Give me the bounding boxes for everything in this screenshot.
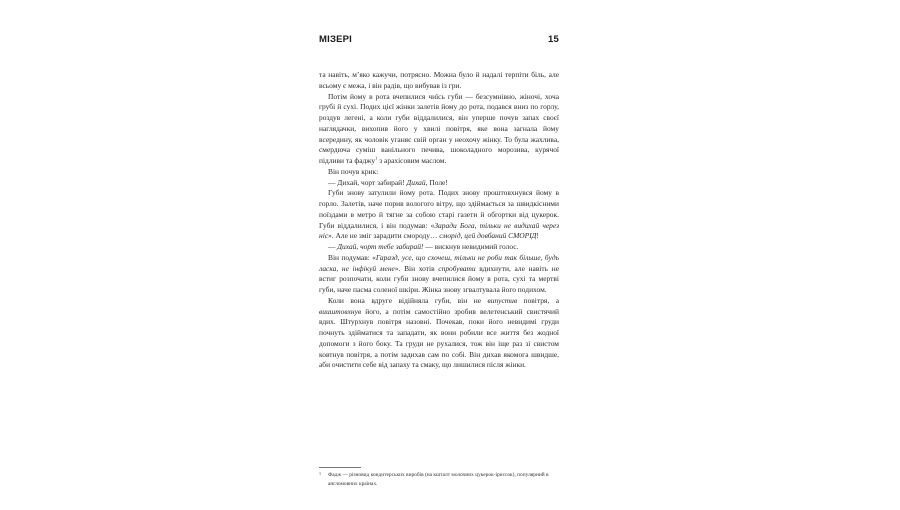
footnote-mark: 1 bbox=[319, 471, 321, 476]
paragraph-4 bbox=[319, 178, 559, 189]
dialogue-1-emphasis: Дихай bbox=[406, 177, 426, 187]
paragraph-5-thought: Заради Бога, тільки не видихай через ніс bbox=[319, 220, 559, 241]
dialogue-1c: , Поле! bbox=[425, 177, 448, 187]
paragraph-8-emphasis-1: випустив bbox=[487, 295, 518, 305]
paragraph-2-tail: з арахісовим маслом. bbox=[377, 156, 447, 165]
footnote-text: Фадж — різновид кондитерських виробів (на кшталт молочних цукерок-іриссок), популярний в англомовних країнах. bbox=[328, 472, 549, 487]
paragraph-3-text: Він почув крик: bbox=[328, 166, 379, 176]
footnote bbox=[319, 471, 557, 488]
paragraph-7c: ». Він хотів bbox=[394, 263, 439, 273]
body-text bbox=[319, 70, 559, 371]
running-title: МІЗЕРІ bbox=[319, 34, 353, 45]
paragraph-8 bbox=[319, 296, 559, 371]
page-number: 15 bbox=[548, 34, 559, 45]
paragraph-1 bbox=[319, 70, 559, 92]
paragraph-7 bbox=[319, 253, 559, 296]
paragraph-1-text: та навіть, м’яко кажучи, потрясно. Можна було й надалі терпіти біль, але всьому є межа, і він радів, що вибував із гри. bbox=[319, 70, 559, 90]
footnote-rule bbox=[319, 467, 361, 468]
paragraph-8-emphasis-2: вииштовхнув bbox=[319, 306, 362, 316]
paragraph-7e: вдихнути, але навіть не встиг розпочати, коли губи знову вчепилися йому в рота, сухі та мертві губи, наче пасма соленої шкіри. Жінка знову згвалтувала його подихом. bbox=[319, 263, 559, 294]
paragraph-6c: — вискнув невидимий голос. bbox=[423, 242, 519, 251]
paragraph-5 bbox=[319, 188, 559, 242]
paragraph-5a: Губи знову затулили йому рота. Подих знову проштовхнувся йому в горло. Залетів, наче порив вологого вітру, що здіймається за швидкісними поїздами в метро й тягне за собою старі газети й обгортки від цукерок. Губи віддалилися, і він подумав: « bbox=[319, 188, 559, 230]
paragraph-8a: Коли вона вдруге відійняла губи, він не bbox=[328, 295, 488, 305]
dialogue-1a: — Дихай, чорт забирай! bbox=[328, 177, 407, 187]
paragraph-5c: ». Але не зміг зарадити смороду… bbox=[328, 231, 440, 241]
paragraph-5-emphasis: сморід, цей довбаний СМОРІД bbox=[439, 231, 537, 241]
paragraph-6a: — bbox=[328, 242, 338, 251]
dialogue-2-emphasis: Дихай, чорт тебе забирай! bbox=[337, 242, 424, 251]
paragraph-7a: Він подумав: « bbox=[328, 252, 376, 262]
paragraph-2-text: Потім йому в рота вчепилися чиїсь губи — безсумнівно, жіночі, хоча грубі й сухі. Подих цієї жінки залетів йому до рота, подався вниз по горлу, роздув легені, а коли губи віддалилися, він уперше почув запах своєї наглядачки, вихопив його у хвилі повітря, яке вона загнала йому всередину, як чоловік уганяє свій орган у неохочу жінку. То була жахлива, смердюча суміш ванільного печива, шоколадного морозива, курячої підливи та фаджу bbox=[319, 91, 559, 165]
book-page bbox=[317, 30, 563, 500]
paragraph-3 bbox=[319, 167, 559, 178]
paragraph-7-emphasis: спробувати bbox=[438, 263, 476, 273]
paragraph-8e: його, а потім самостійно зробив велетенський свистячий вдих. Штурхнув повітря назовні. Почекав, поки його невидимі груди почнуть здійматися та западати, як вони робили все життя без жодної допомоги з його боку. Та груди не рухалися, тож він іще раз зі свистом ковтнув повітря, а потім задихав сам по собі. Він дихав якомога швидше, аби очистити себе від запаху та смаку, що лишилися після жінки. bbox=[319, 306, 559, 370]
paragraph-6 bbox=[319, 242, 559, 253]
paragraph-8c: повітря, а bbox=[517, 295, 560, 305]
footnote-ref: 1 bbox=[375, 155, 378, 161]
paragraph-7-thought: Гаразд, усе, що схочеш, тільки не роби так більше, будь ласка, не інфікуй мене bbox=[319, 252, 559, 273]
paragraph-5e: ! bbox=[536, 231, 539, 241]
running-header bbox=[319, 34, 559, 48]
paragraph-2 bbox=[319, 92, 559, 167]
